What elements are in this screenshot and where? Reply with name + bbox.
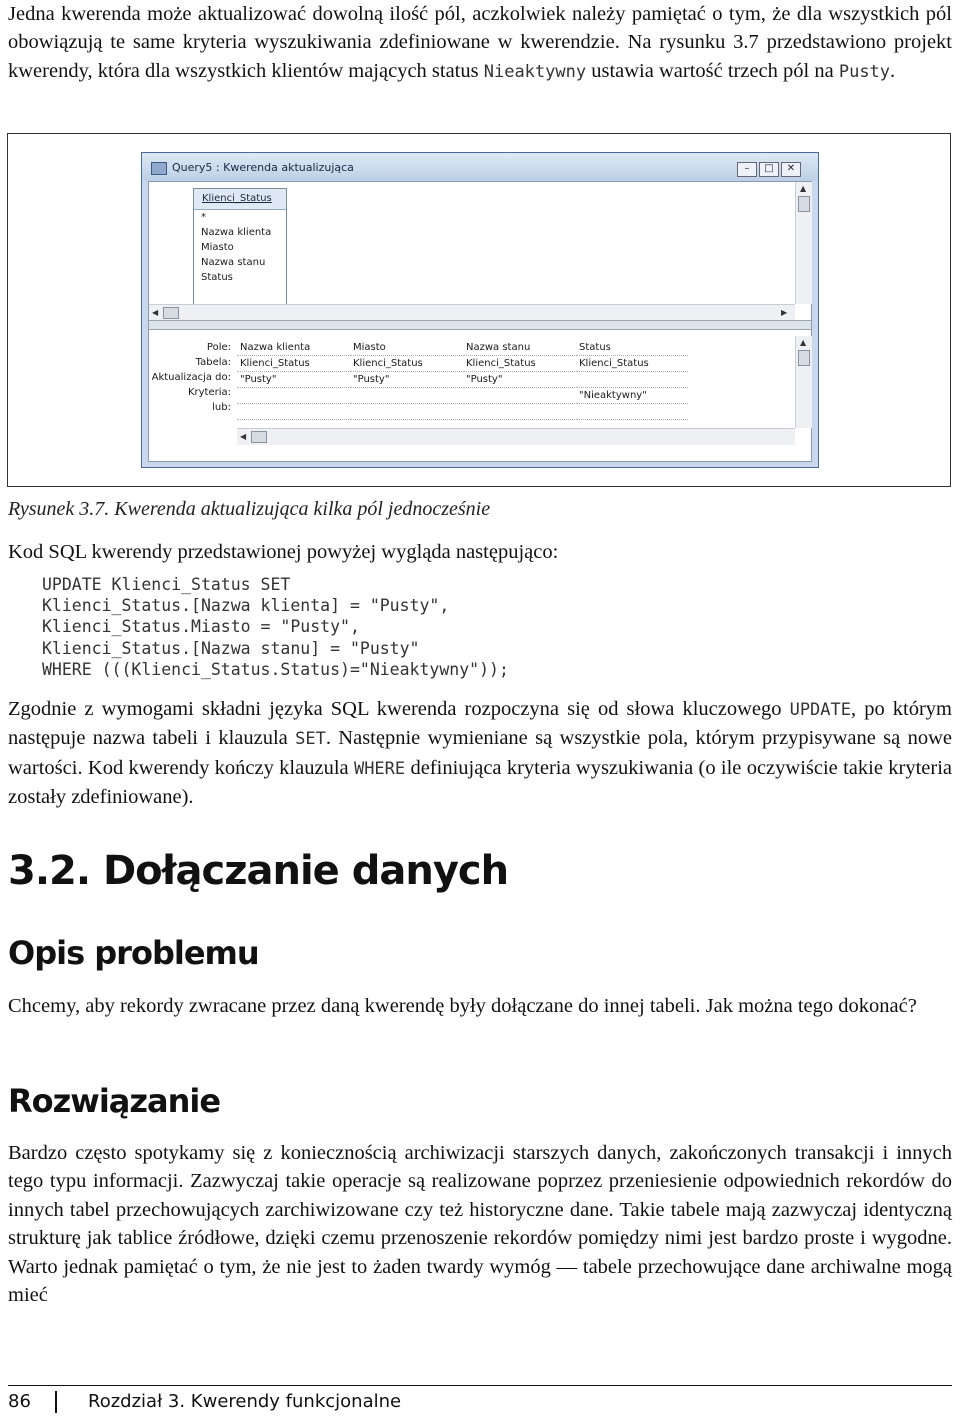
syntax-text-3: . Następnie wymieniane są wszystkie pola, którym przypisywane są nowe wartości. Kod kwerendy kończy klauzula <box>8 727 952 779</box>
problem-paragraph: Chcemy, aby rekordy zwracane przez daną kwerendę były dołączane do innej tabeli. Jak można tego dokonać? <box>8 995 917 1017</box>
grid-cell-lub[interactable] <box>576 404 688 420</box>
row-label-aktualizacja: Aktualizacja do: <box>151 372 231 383</box>
footer-rule <box>8 1385 952 1386</box>
section-heading: 3.2. Dołączanie danych <box>8 848 509 894</box>
grid-cell-pole[interactable]: Miasto <box>350 340 462 356</box>
scroll-thumb[interactable] <box>163 307 179 319</box>
table-field[interactable]: Nazwa stanu <box>201 257 266 268</box>
table-box-title: Klienci_Status <box>194 189 286 210</box>
grid-cell-aktualizacja[interactable]: "Pusty" <box>463 372 575 388</box>
grid-cell-lub[interactable] <box>350 404 462 420</box>
code-update: UPDATE <box>789 700 851 720</box>
subheading-rozwiazanie: Rozwiązanie <box>8 1082 221 1120</box>
row-label-lub: lub: <box>212 402 231 413</box>
code-set: SET <box>295 729 326 750</box>
scroll-thumb[interactable] <box>798 196 810 212</box>
sql-code-block: UPDATE Klienci_Status SET Klienci_Status.[Nazwa klienta] = "Pusty", Klienci_Status.Miasto = "Pusty", Klienci_Status.[Nazwa stanu] = "Pusty" WHERE (((Klienci_Status.Status)="Nieaktywny")); <box>42 575 509 679</box>
figure-caption: Rysunek 3.7. Kwerenda aktualizująca kilka pól jednocześnie <box>8 498 491 520</box>
grid-cell-aktualizacja[interactable]: "Pusty" <box>350 372 462 388</box>
grid-cell-kryteria[interactable] <box>237 388 349 404</box>
grid-cell-pole[interactable]: Status <box>576 340 688 356</box>
grid-column <box>576 340 688 420</box>
intro-text-3: . <box>890 59 896 82</box>
grid-cell-lub[interactable] <box>237 404 349 420</box>
row-label-pole: Pole: <box>206 342 231 353</box>
grid-cell-lub[interactable] <box>463 404 575 420</box>
scroll-thumb[interactable] <box>798 350 810 366</box>
table-field[interactable]: Nazwa klienta <box>201 227 272 238</box>
table-pane-hscroll[interactable] <box>149 304 795 321</box>
close-icon[interactable]: ✕ <box>781 162 801 177</box>
grid-cell-kryteria[interactable] <box>463 388 575 404</box>
syntax-text-2: , po którym następuje nazwa tabeli i klauzula <box>8 698 952 750</box>
scroll-right-icon[interactable]: ▶ <box>781 308 788 317</box>
scroll-left-icon[interactable]: ◀ <box>152 308 159 317</box>
grid-column <box>350 340 462 420</box>
footer-separator <box>55 1391 57 1413</box>
minimize-icon[interactable]: – <box>737 162 757 177</box>
query-icon <box>151 162 167 175</box>
grid-hscroll[interactable] <box>237 428 795 445</box>
subheading-opis-problemu: Opis problemu <box>8 934 259 972</box>
table-field[interactable]: * <box>201 212 206 223</box>
table-box-klienci-status[interactable] <box>193 188 287 310</box>
query-design-window <box>141 152 819 468</box>
grid-cell-tabela[interactable]: Klienci_Status <box>350 356 462 372</box>
scroll-up-icon[interactable]: ▲ <box>800 338 807 347</box>
grid-cell-kryteria[interactable] <box>350 388 462 404</box>
grid-row-labels <box>149 340 231 415</box>
table-field[interactable]: Miasto <box>201 242 234 253</box>
grid-vscroll[interactable] <box>795 336 812 428</box>
chapter-title: Rozdział 3. Kwerendy funkcjonalne <box>88 1391 402 1412</box>
scroll-thumb[interactable] <box>251 431 267 443</box>
pane-splitter[interactable] <box>149 320 811 330</box>
row-label-tabela: Tabela: <box>195 357 231 368</box>
table-pane-vscroll[interactable] <box>795 182 812 304</box>
sql-intro: Kod SQL kwerendy przedstawionej powyżej wygląda następująco: <box>8 541 559 563</box>
solution-paragraph: Bardzo często spotykamy się z koniecznością archiwizacji starszych danych, zakończonych transakcji i innych tego typu informacji. Zazwyczaj takie operacje są realizowane poprzez przeniesienie odpowiednich rekordów do innych tabel przechowujących zarchiwizowane czy też historyczne dane. Takie tabele mają zazwyczaj identyczną strukturę jak tablice źródłowe, dzięki czemu przenoszenie rekordów pomiędzy nimi jest bardzo proste i wygodne. Warto jednak pamiętać o tym, że nie jest to żaden twardy wymóg — tabele przechowujące dane archiwalne mogą mieć <box>8 1142 952 1307</box>
grid-column <box>463 340 575 420</box>
query-design-area <box>148 181 812 462</box>
intro-code-nieaktywny: Nieaktywny <box>483 61 587 82</box>
intro-text-2: ustawia wartość trzech pól na <box>586 59 839 82</box>
grid-cell-tabela[interactable]: Klienci_Status <box>576 356 688 372</box>
grid-cell-kryteria[interactable]: "Nieaktywny" <box>576 388 688 404</box>
window-title: Query5 : Kwerenda aktualizująca <box>172 161 354 174</box>
grid-cell-pole[interactable]: Nazwa stanu <box>463 340 575 356</box>
intro-code-pusty: Pusty <box>838 61 891 82</box>
design-grid <box>237 340 793 420</box>
syntax-paragraph <box>8 695 952 812</box>
table-field[interactable]: Status <box>201 272 233 283</box>
grid-cell-tabela[interactable]: Klienci_Status <box>463 356 575 372</box>
grid-cell-aktualizacja[interactable]: "Pusty" <box>237 372 349 388</box>
row-label-kryteria: Kryteria: <box>187 387 231 398</box>
grid-cell-aktualizacja[interactable] <box>576 372 688 388</box>
grid-cell-pole[interactable]: Nazwa klienta <box>237 340 349 356</box>
intro-paragraph <box>8 0 952 86</box>
syntax-text-1: Zgodnie z wymogami składni języka SQL kwerenda rozpoczyna się od słowa kluczowego <box>8 698 790 720</box>
page-number: 86 <box>8 1391 31 1412</box>
code-where: WHERE <box>353 758 406 779</box>
syntax-text-4: definiująca kryteria wyszukiwania (o ile oczywiście takie kryteria zostały zdefiniowane). <box>8 756 952 809</box>
scroll-up-icon[interactable]: ▲ <box>800 184 807 193</box>
scroll-left-icon[interactable]: ◀ <box>240 432 247 441</box>
grid-column <box>237 340 349 420</box>
intro-text-1: Jedna kwerenda może aktualizować dowolną ilość pól, aczkolwiek należy pamiętać o tym, że dla wszystkich pól obowiązują te same kryteria wyszukiwania zdefiniowane w kwerendzie. Na rysunku 3.7 przedstawiono projekt kwerendy, która dla wszystkich klientów mających status <box>8 3 952 82</box>
grid-cell-tabela[interactable]: Klienci_Status <box>237 356 349 372</box>
table-pane <box>149 182 795 320</box>
maximize-icon[interactable]: □ <box>759 162 779 177</box>
window-titlebar <box>142 153 818 181</box>
